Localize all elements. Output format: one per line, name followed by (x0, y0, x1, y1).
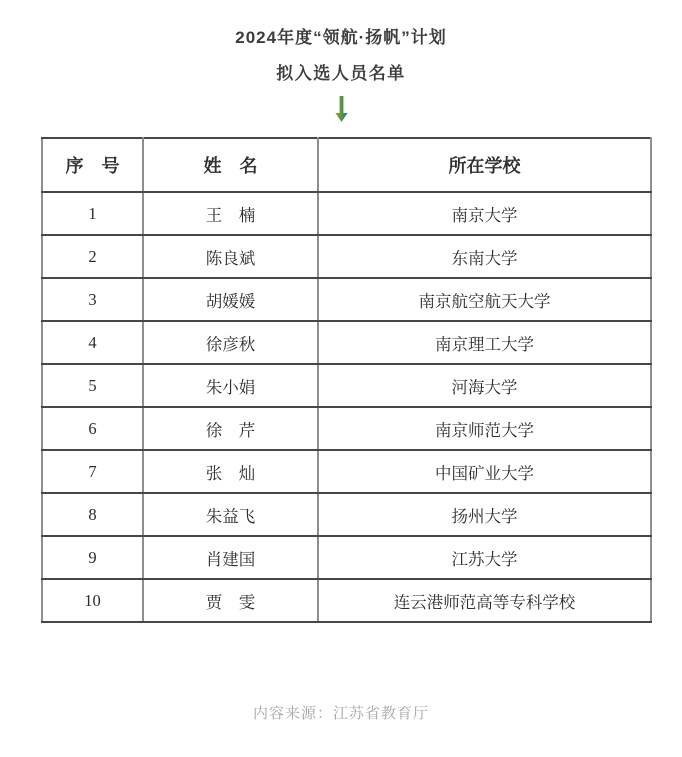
name-cell: 胡媛媛 (143, 278, 318, 321)
roster-table-body (42, 192, 651, 622)
name-cell: 张 灿 (143, 450, 318, 493)
serial-number-cell: 7 (42, 450, 143, 493)
school-cell: 江苏大学 (318, 536, 651, 579)
name-cell: 徐彦秋 (143, 321, 318, 364)
table-row (42, 235, 651, 278)
serial-number-cell: 4 (42, 321, 143, 364)
table-row (42, 321, 651, 364)
serial-number-cell: 8 (42, 493, 143, 536)
header-school: 所在学校 (318, 138, 651, 192)
serial-number-cell: 3 (42, 278, 143, 321)
table-row (42, 364, 651, 407)
table-row (42, 493, 651, 536)
header-name: 姓 名 (143, 138, 318, 192)
school-cell: 南京大学 (318, 192, 651, 235)
serial-number-cell: 1 (42, 192, 143, 235)
serial-number-cell: 2 (42, 235, 143, 278)
school-cell: 南京航空航天大学 (318, 278, 651, 321)
roster-table (41, 137, 652, 623)
school-cell: 南京师范大学 (318, 407, 651, 450)
school-cell: 扬州大学 (318, 493, 651, 536)
serial-number-cell: 10 (42, 579, 143, 622)
serial-number-cell: 9 (42, 536, 143, 579)
header-serial-number: 序 号 (42, 138, 143, 192)
name-cell: 徐 芹 (143, 407, 318, 450)
divider (0, 96, 682, 122)
name-cell: 朱小娟 (143, 364, 318, 407)
name-cell: 王 楠 (143, 192, 318, 235)
table-row (42, 278, 651, 321)
serial-number-cell: 6 (42, 407, 143, 450)
school-cell: 东南大学 (318, 235, 651, 278)
name-cell: 肖建国 (143, 536, 318, 579)
table-row (42, 450, 651, 493)
school-cell: 连云港师范高等专科学校 (318, 579, 651, 622)
school-cell: 河海大学 (318, 364, 651, 407)
table-header-row (42, 138, 651, 192)
document-title: 2024年度“领航·扬帆”计划 (235, 28, 447, 47)
table-row (42, 192, 651, 235)
school-cell: 中国矿业大学 (318, 450, 651, 493)
down-arrow-icon (335, 100, 348, 117)
serial-number-cell: 5 (42, 364, 143, 407)
document-subtitle: 拟入选人员名单 (276, 64, 406, 83)
table-row (42, 407, 651, 450)
name-cell: 朱益飞 (143, 493, 318, 536)
table-row (42, 579, 651, 622)
school-cell: 南京理工大学 (318, 321, 651, 364)
name-cell: 贾 雯 (143, 579, 318, 622)
name-cell: 陈良斌 (143, 235, 318, 278)
source-note: 内容来源：江苏省教育厅 (252, 705, 429, 722)
table-row (42, 536, 651, 579)
